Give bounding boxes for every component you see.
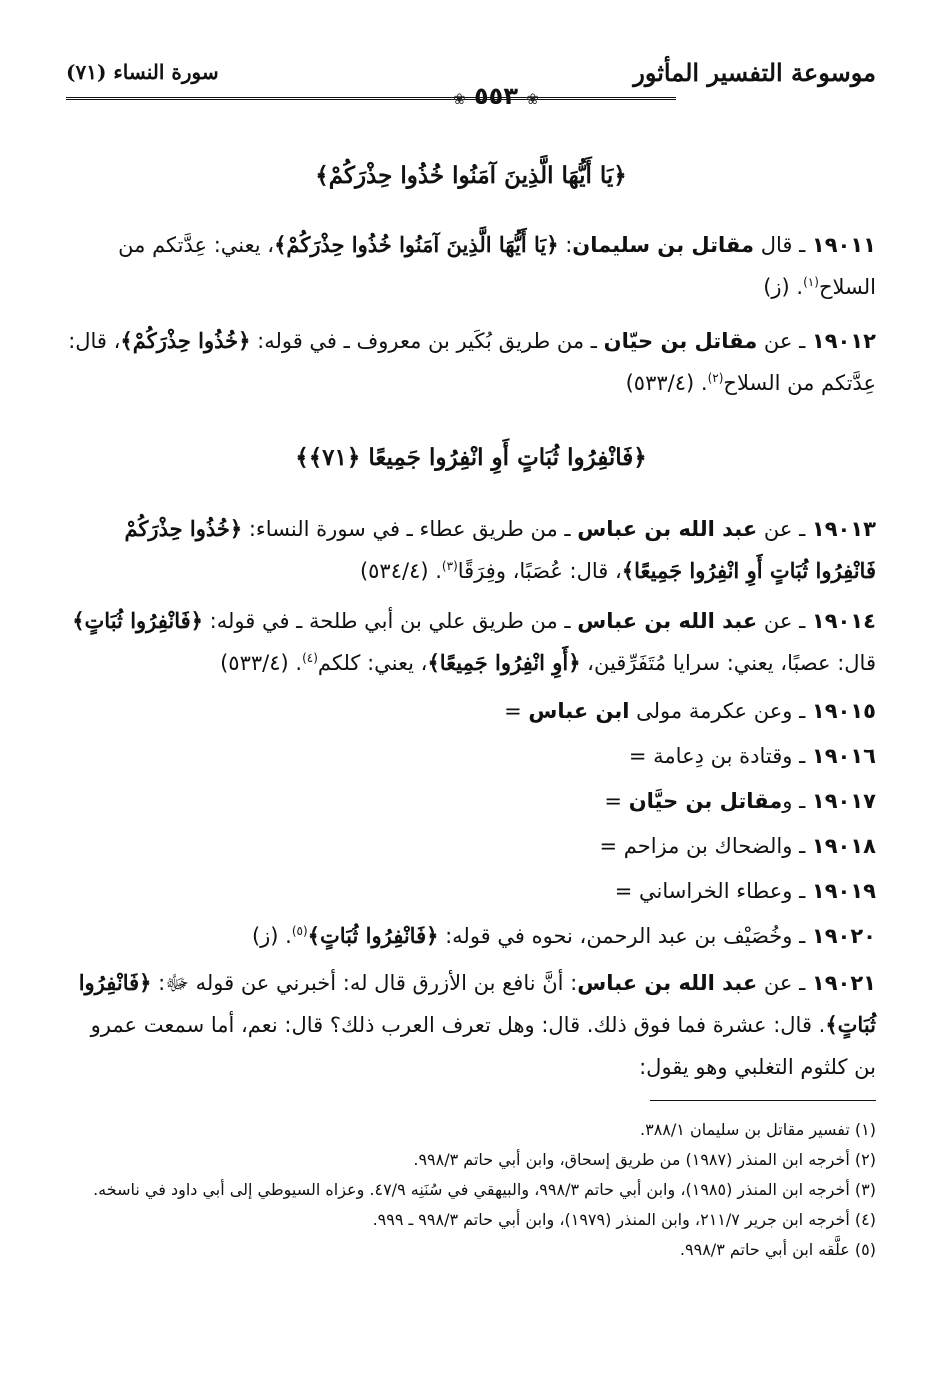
entry-number: ١٩٠١٨: [811, 834, 876, 858]
entry-text: =: [504, 699, 529, 723]
entry-number: ١٩٠٢٠: [811, 924, 876, 948]
entry-text: قال: عصبًا، يعني: سرايا مُتَفَرِّقين،: [580, 651, 876, 675]
entry-19019: [66, 870, 876, 912]
footnote-marker: (١): [803, 275, 819, 289]
quran-quote: ﴿فَانْفِرُوا ثُبَاتٍ﴾: [78, 970, 876, 1037]
narrator-name: عبد الله بن عباس: [577, 609, 758, 633]
entry-text: : أنَّ نافع بن الأزرق قال له: أخبرني عن قوله ﷻ:: [151, 971, 578, 995]
ornament-icon: ❀: [526, 90, 539, 108]
entry-text: ، قال: عُصَبًا، وفِرَقًا: [457, 559, 622, 583]
entry-text: ـ قال: [754, 233, 812, 257]
footnote-marker: (٥): [291, 924, 308, 938]
book-title: موسوعة التفسير المأثور: [633, 58, 876, 87]
footnote-divider: [650, 1100, 876, 1101]
narrator-name: مقاتل بن سليمان: [572, 233, 755, 257]
entry-number: ١٩٠١٢: [811, 329, 876, 353]
entry-text: ـ والضحاك بن مزاحم =: [599, 834, 812, 858]
page-number-block: [416, 82, 576, 110]
narrator-name: مقاتل بن حيّان: [603, 329, 758, 353]
entry-text: ، يعني: كلكم: [317, 651, 428, 675]
entry-text: ، قال: عِدَّتكم من السلاح: [68, 329, 876, 395]
quran-quote: ﴿يَا أَيُّهَا الَّذِينَ آمَنُوا خُذُوا حِذْرَكُمْ﴾: [274, 232, 559, 257]
footnote-marker: (٢): [707, 371, 724, 385]
entry-text: ـ عن: [757, 329, 812, 353]
quran-quote: ﴿فَانْفِرُوا ثُبَاتٍ﴾: [72, 608, 203, 633]
entry-number: ١٩٠١٥: [811, 699, 876, 723]
footnote-marker: (٤): [302, 651, 318, 665]
narrator-name: مقاتل بن حيَّان: [628, 789, 783, 813]
footnotes: [66, 1115, 876, 1265]
volume-page-ref: (٥٣٣/٤): [625, 371, 695, 395]
entry-text: ـ من طريق علي بن أبي طلحة ـ في قوله:: [202, 609, 578, 633]
entry-number: ١٩٠١١: [811, 233, 876, 257]
entry-text: ـ عن: [757, 609, 812, 633]
quran-quote: ﴿خُذُوا حِذْرَكُمْ فَانْفِرُوا ثُبَاتٍ أَوِ انْفِرُوا جَمِيعًا﴾: [124, 516, 876, 583]
entry-19015: [66, 690, 876, 732]
volume-page-ref: (٥٣٣/٤): [220, 651, 289, 675]
footnote-item: (٣) أخرجه ابن المنذر (١٩٨٥)، وابن أبي حاتم ٩٩٨/٣، والبيهقي في سُنَنِه ٤٧/٩. وعزاه السيوطي إلى أبي داود في ناسخه.: [93, 1180, 876, 1199]
footnote-item: (١) تفسير مقاتل بن سليمان ٣٨٨/١.: [640, 1120, 876, 1139]
footnote-marker: (٣): [441, 559, 458, 573]
entry-19017: [66, 780, 876, 822]
surah-reference: سورة النساء (٧١): [66, 60, 219, 84]
entry-text: ، يعني: عِدَّتكم من السلاح: [118, 233, 876, 299]
entry-text: ـ وقتادة بن دِعامة =: [628, 744, 812, 768]
volume-page-ref: (٥٣٤/٤): [359, 559, 429, 583]
entry-text: . قال: عشرة فما فوق ذلك. قال: وهل تعرف العرب ذلك؟ قال: نعم، أما سمعت عمرو بن كلثوم التغلبي وهو يقول:: [90, 1013, 876, 1079]
quran-quote: ﴿خُذُوا حِذْرَكُمْ﴾: [120, 328, 251, 353]
entry-19012: [66, 320, 876, 404]
narrator-name: عبد الله بن عباس: [577, 971, 758, 995]
entry-text: ـ من طريق بُكَير بن معروف ـ في قوله:: [250, 329, 604, 353]
entry-number: ١٩٠٢١: [811, 971, 876, 995]
entry-text: ـ وعطاء الخراساني =: [614, 879, 812, 903]
quran-quote: ﴿فَانْفِرُوا ثُبَاتٍ﴾: [307, 923, 439, 948]
running-header: [66, 58, 876, 108]
entry-19014: [66, 600, 876, 684]
narrator-name: عبد الله بن عباس: [577, 517, 758, 541]
entry-text: ـ وعن عكرمة مولى: [629, 699, 812, 723]
narrator-name: ابن عباس: [528, 699, 630, 723]
entry-text: . (ز): [763, 275, 804, 299]
page-number: ٥٥٣: [474, 82, 518, 110]
entry-text: =: [604, 789, 629, 813]
entry-text: ـ وخُصَيْف بن عبد الرحمن، نحوه في قوله:: [438, 924, 812, 948]
entry-text: ـ و: [782, 789, 812, 813]
entry-text: :: [558, 233, 573, 257]
entry-number: ١٩٠١٦: [811, 744, 876, 768]
entry-19018: [66, 825, 876, 867]
entry-19011: [66, 224, 876, 308]
entry-number: ١٩٠١٧: [811, 789, 876, 813]
footnote-item: (٥) علَّقه ابن أبي حاتم ٩٩٨/٣.: [679, 1240, 876, 1259]
entry-text: .: [288, 651, 303, 675]
quran-quote: ﴿أَوِ انْفِرُوا جَمِيعًا﴾: [427, 650, 581, 675]
entry-number: ١٩٠١٤: [811, 609, 876, 633]
entry-19016: [66, 735, 876, 777]
entry-number: ١٩٠١٣: [811, 517, 876, 541]
entry-text: .: [694, 371, 708, 395]
verse-heading: ﴿فَانْفِرُوا ثُبَاتٍ أَوِ انْفِرُوا جَمِيعًا ﴿٧١﴾﴾: [295, 444, 647, 471]
ornament-icon: ❀: [453, 90, 466, 108]
entry-text: ـ من طريق عطاء ـ في سورة النساء:: [242, 517, 578, 541]
footnote-item: (٢) أخرجه ابن المنذر (١٩٨٧) من طريق إسحاق، وابن أبي حاتم ٩٩٨/٣.: [413, 1150, 876, 1169]
verse-heading: ﴿يَا أَيُّهَا الَّذِينَ آمَنُوا خُذُوا حِذْرَكُمْ﴾: [315, 162, 627, 189]
entry-19021: [66, 962, 876, 1088]
footnote-item: (٤) أخرجه ابن جرير ٢١١/٧، وابن المنذر (١٩٧٩)، وابن أبي حاتم ٩٩٨/٣ ـ ٩٩٩.: [372, 1210, 876, 1229]
entry-number: ١٩٠١٩: [811, 879, 876, 903]
entry-19013: [66, 508, 876, 592]
entry-19020: [66, 915, 876, 957]
entry-text: . (ز): [251, 924, 292, 948]
entry-text: .: [428, 559, 442, 583]
entry-text: ـ عن: [757, 971, 812, 995]
entry-text: ـ عن: [757, 517, 812, 541]
